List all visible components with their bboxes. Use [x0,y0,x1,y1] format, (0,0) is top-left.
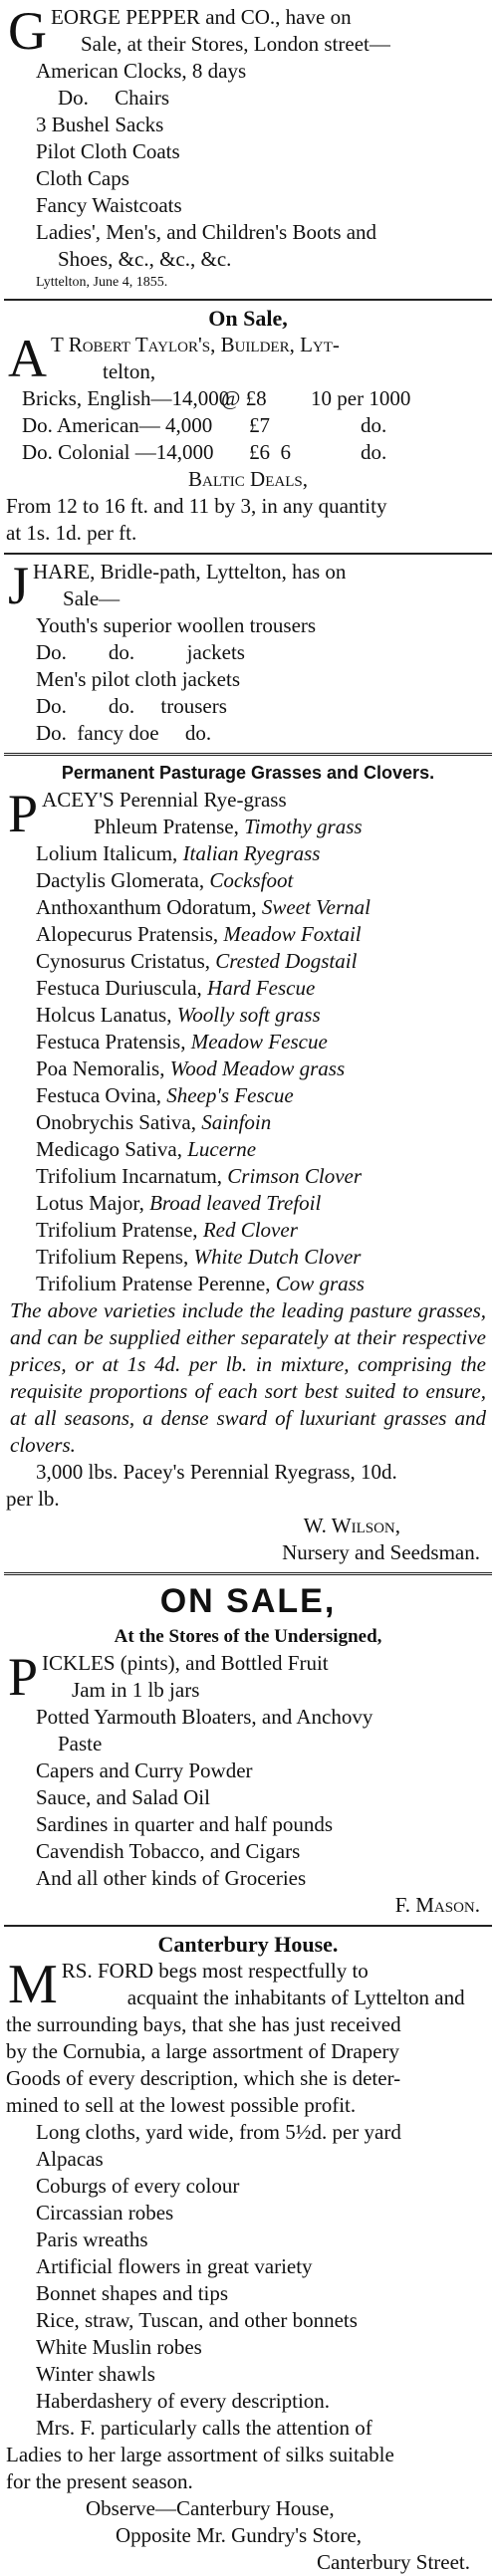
table-cell: 10 per 1000 [311,386,411,410]
grass-common-name: Hard Fescue [207,976,316,1000]
ad-text-line: Ladies to her large assortment of silks suitable [6,2443,394,2466]
grass-list-item [42,814,490,840]
ad-heading: ON SALE, [159,1582,337,1620]
grass-latin-name: Trifolium Repens, [36,1245,189,1269]
list-item: Bonnet shapes and tips [36,2281,229,2305]
dropcap: G [8,1,47,61]
list-item: Capers and Curry Powder [36,1758,253,1782]
grass-list-item [6,840,490,867]
ad-heading: Canterbury House. [157,1932,339,1957]
grass-latin-name: Cynosurus Cristatus, [36,949,211,973]
table-cell: @ £8 [221,386,267,410]
list-item: Alpacas [36,2147,104,2171]
list-item: Rice, straw, Tuscan, and other bonnets [36,2308,358,2332]
grass-latin-name: Alopecurus Pratensis, [36,922,219,946]
grass-list-item [6,975,490,1002]
divider [4,553,492,555]
ad-address: Canterbury Street. [317,2550,470,2574]
grass-list-item [6,1163,490,1190]
ad-heading: On Sale, [208,306,288,331]
divider [4,1925,492,1927]
grass-latin-name: Trifolium Incarnatum, [36,1164,223,1188]
list-item: Long cloths, yard wide, from 5½d. per yard [36,2120,401,2144]
list-item: Do. do. jackets [36,640,245,664]
dropcap: A [8,329,47,388]
brick-price-table [6,385,490,466]
ad-signature-title: Nursery and Seedsman. [282,1540,480,1564]
grass-list-item [6,1082,490,1109]
ad-second-line: Sale— [63,586,121,610]
dropcap: J [8,556,30,615]
grass-common-name: Meadow Foxtail [223,922,362,946]
list-item: White Muslin robes [36,2335,202,2359]
list-item: Do. Chairs [58,86,169,110]
grass-list-item [6,1190,490,1217]
list-item: Cavendish Tobacco, and Cigars [36,1839,301,1863]
divider [4,753,492,756]
grass-list-item [6,1109,490,1136]
grass-common-name: Sheep's Fescue [166,1083,294,1107]
grass-common-name: Meadow Fescue [190,1030,328,1054]
grass-list [6,814,490,1297]
ad-second-line: Jam in 1 lb jars [72,1678,200,1702]
grass-list-item [6,1244,490,1271]
ad-first-line: HARE, Bridle-path, Lyttelton, has on [33,560,347,584]
ad-text-line: for the present season. [6,2469,193,2493]
grass-latin-name: Dactylis Glomerata, [36,868,205,892]
list-item: Sauce, and Salad Oil [36,1785,210,1809]
list-item: Shoes, &c., &c., &c. [58,247,232,271]
ad-first-line: EORGE PEPPER and CO., have on [51,5,352,29]
ad-robert-taylor [0,305,496,547]
table-cell: £7 [249,413,270,437]
grass-common-name: Cocksfoot [209,868,294,892]
grass-latin-name: Trifolium Pratense, [36,1218,198,1242]
ad-text-line: 3,000 lbs. Pacey's Perennial Ryegrass, 10d. [36,1460,397,1484]
grass-latin-name: Lotus Major, [36,1191,144,1215]
grass-list-item [6,1055,490,1082]
ad-f-mason [0,1579,496,1919]
table-cell: Do. American— 4,000 [22,413,213,437]
table-cell: do. [361,413,387,437]
list-item: Do. do. trousers [36,694,227,718]
ad-text-line: per lb. [6,1487,60,1511]
list-item: Paris wreaths [36,2227,148,2251]
ad-heading: Permanent Pasturage Grasses and Clovers. [61,763,435,783]
ad-text-line: Mrs. F. particularly calls the attention of [36,2416,372,2440]
list-item: Fancy Waistcoats [36,193,182,217]
ad-text-line: From 12 to 16 ft. and 11 by 3, in any quantity [6,494,387,518]
ad-text-line: at 1s. 1d. per ft. [6,521,137,545]
grass-list-item [6,894,490,921]
ad-text-line: mined to sell at the lowest possible profit. [6,2093,357,2117]
ad-text-line: by the Cornubia, a large assortment of Drapery [6,2039,399,2063]
grass-list-item [6,1271,490,1297]
list-item: Men's pilot cloth jackets [36,667,240,691]
grass-common-name: White Dutch Clover [193,1245,362,1269]
divider [4,1572,492,1575]
grass-common-name: Cow grass [275,1272,365,1295]
grass-list-item [6,948,490,975]
list-item: Cloth Caps [36,166,129,190]
ad-date: Lyttelton, June 4, 1855. [36,275,168,290]
ad-text-line: Goods of every description, which she is deter- [6,2066,401,2090]
grass-common-name: Sweet Vernal [261,895,371,919]
grass-latin-name: Onobrychis Sativa, [36,1110,196,1134]
list-item: Artificial flowers in great variety [36,2254,313,2278]
grass-latin-name: Festuca Ovina, [36,1083,161,1107]
list-item: And all other kinds of Groceries [36,1866,307,1890]
list-item: Paste [58,1732,103,1756]
ad-j-hare [0,556,496,747]
list-item: Do. fancy doe do. [36,721,212,745]
list-item: Youth's superior woollen trousers [36,613,317,637]
ad-first-line: ICKLES (pints), and Bottled Fruit [42,1651,329,1675]
grass-common-name: Timothy grass [244,815,363,838]
ad-text-line: the surrounding bays, that she has just received [6,2012,401,2036]
grass-common-name: Italian Ryegrass [182,841,321,865]
ad-second-line: Sale, at their Stores, London street— [81,32,390,56]
list-item: Winter shawls [36,2362,155,2386]
ad-pacey-grasses [0,760,496,1566]
grass-latin-name: Poa Nemoralis, [36,1056,165,1080]
list-item: Pilot Cloth Coats [36,139,180,163]
grass-common-name: Red Clover [202,1218,298,1242]
grass-latin-name: Trifolium Pratense Perenne, [36,1272,271,1295]
table-cell: Do. Colonial —14,000 [22,440,214,464]
grass-list-item [6,1002,490,1029]
ad-paragraph: The above varieties include the leading pasture grasses, and can be supplied either separately at their respective prices, or at 1s 4d. per lb. in mixture, comprising the requisite proportions of each sort best suited to ensure, at all seasons, a dense sward of luxuriant grasses and clovers. [10,1298,486,1457]
table-cell: do. [361,440,387,464]
grass-latin-name: Medicago Sativa, [36,1137,182,1161]
list-item: Circassian robes [36,2201,174,2225]
grass-list-item [6,1136,490,1163]
divider [4,299,492,301]
grass-common-name: Crimson Clover [227,1164,363,1188]
grass-common-name: Crested Dogstail [215,949,358,973]
ad-subheading: At the Stores of the Undersigned, [114,1626,382,1647]
table-cell: Bricks, English—14,000 [22,386,230,410]
ad-first-line: T Robert Taylor's, Builder, Lyt- [51,333,340,356]
grass-list-item [6,867,490,894]
ad-george-pepper [0,0,496,293]
ad-address: Opposite Mr. Gundry's Store, [116,2523,363,2547]
ad-second-line: acquaint the inhabitants of Lyttelton and [126,1986,465,2009]
list-item: Ladies', Men's, and Children's Boots and [36,220,377,244]
list-item: Coburgs of every colour [36,2174,240,2198]
grass-latin-name: Festuca Pratensis, [36,1030,186,1054]
grass-common-name: Wood Meadow grass [169,1056,346,1080]
grass-common-name: Sainfoin [201,1110,272,1134]
grass-common-name: Broad leaved Trefoil [149,1191,322,1215]
grass-latin-name: Festuca Duriuscula, [36,976,202,1000]
table-cell: £6 6 [249,440,291,464]
ad-observe: Observe—Canterbury House, [86,2496,335,2520]
dropcap: P [8,784,39,843]
grass-list-item [6,921,490,948]
ad-second-line: telton, [103,359,156,383]
list-item: Potted Yarmouth Bloaters, and Anchovy [36,1705,373,1729]
grass-latin-name: Anthoxanthum Odoratum, [36,895,257,919]
dropcap: M [8,1954,58,2015]
list-item: 3 Bushel Sacks [36,113,164,136]
ad-signature: F. Mason. [394,1893,480,1917]
grass-list-item [6,1029,490,1055]
ad-subheading: Baltic Deals, [188,467,308,491]
ad-first-line: ACEY'S Perennial Rye-grass [42,788,287,812]
grass-list-item [6,1217,490,1244]
list-item: American Clocks, 8 days [36,59,247,83]
grass-common-name: Woolly soft grass [176,1003,321,1027]
ad-canterbury-house [0,1931,496,2576]
grass-latin-name: Phleum Pratense, [94,815,239,838]
grass-latin-name: Holcus Lanatus, [36,1003,172,1027]
grass-latin-name: Lolium Italicum, [36,841,178,865]
grass-common-name: Lucerne [187,1137,257,1161]
list-item: Haberdashery of every description. [36,2389,331,2413]
list-item: Sardines in quarter and half pounds [36,1812,334,1836]
dropcap: P [8,1647,39,1707]
ad-first-line: RS. FORD begs most respectfully to [61,1959,369,1983]
ad-signature: W. Wilson, [303,1514,400,1537]
